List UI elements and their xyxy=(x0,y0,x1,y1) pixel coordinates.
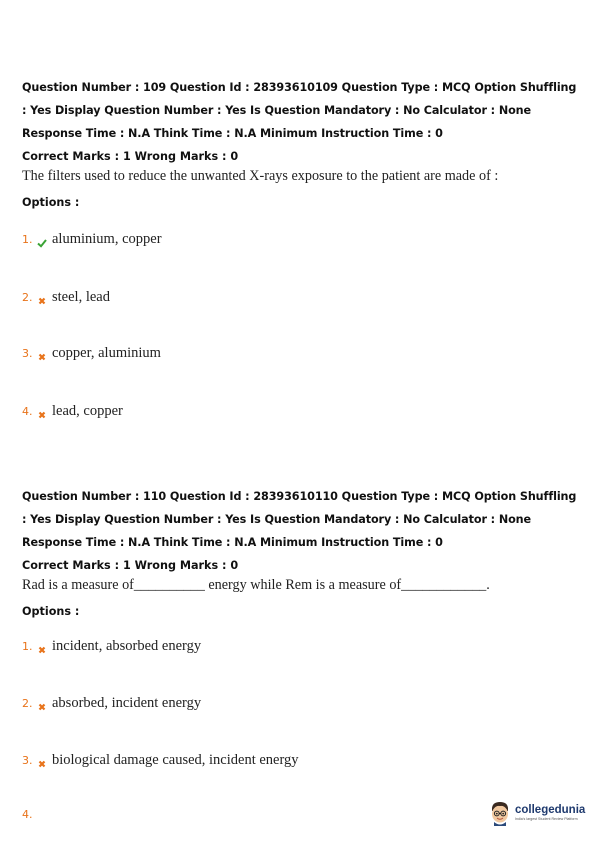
cross-icon xyxy=(37,349,47,359)
option-text: absorbed, incident energy xyxy=(52,695,202,711)
options-label: Options : xyxy=(22,196,80,209)
option-number: 4. xyxy=(22,405,33,418)
option-number: 1. xyxy=(22,233,33,246)
option-text: steel, lead xyxy=(52,289,110,305)
option-number: 3. xyxy=(22,347,33,360)
question-marks: Correct Marks : 1 Wrong Marks : 0 xyxy=(22,150,239,163)
option-1[interactable] xyxy=(22,638,201,655)
option-number: 4. xyxy=(22,808,33,821)
logo-tagline: India's largest Student Review Platform xyxy=(515,817,578,821)
option-text: aluminium, copper xyxy=(52,231,162,247)
question-meta: Question Number : 109 Question Id : 28393610109 Question Type : MCQ Option Shuffling : Yes Display Question Number : Yes Is Question Mandatory : No Calculator : None Response Time : N.A Think Time : N.A Minimum Instruction Time : 0 xyxy=(22,81,577,140)
option-4[interactable] xyxy=(22,808,37,821)
question-marks: Correct Marks : 1 Wrong Marks : 0 xyxy=(22,559,239,572)
question-text: Rad is a measure of__________ energy while Rem is a measure of____________. xyxy=(22,577,490,593)
question-text: The filters used to reduce the unwanted X-rays exposure to the patient are made of : xyxy=(22,168,499,184)
option-number: 2. xyxy=(22,291,33,304)
option-4[interactable] xyxy=(22,403,123,420)
option-3[interactable] xyxy=(22,345,161,362)
option-text: copper, aluminium xyxy=(52,345,161,361)
option-text: biological damage caused, incident energy xyxy=(52,752,299,768)
checkmark-icon xyxy=(37,235,47,245)
options-label: Options : xyxy=(22,605,80,618)
option-text: incident, absorbed energy xyxy=(52,638,202,654)
question-block-109 xyxy=(22,76,578,212)
option-text: lead, copper xyxy=(52,403,123,419)
question-block-110 xyxy=(22,485,578,621)
option-number: 3. xyxy=(22,754,33,767)
logo-text xyxy=(515,804,585,822)
logo-name: collegedunia xyxy=(515,804,586,816)
option-number: 1. xyxy=(22,640,33,653)
option-2[interactable] xyxy=(22,289,110,306)
option-2[interactable] xyxy=(22,695,201,712)
cross-icon xyxy=(37,293,47,303)
question-meta: Question Number : 110 Question Id : 28393610110 Question Type : MCQ Option Shuffling : Yes Display Question Number : Yes Is Question Mandatory : No Calculator : None Response Time : N.A Think Time : N.A Minimum Instruction Time : 0 xyxy=(22,490,577,549)
option-3[interactable] xyxy=(22,752,299,769)
cross-icon xyxy=(37,699,47,709)
mascot-icon xyxy=(488,800,512,826)
cross-icon xyxy=(37,642,47,652)
option-1[interactable] xyxy=(22,231,162,248)
cross-icon xyxy=(37,756,47,766)
cross-icon xyxy=(37,407,47,417)
option-number: 2. xyxy=(22,697,33,710)
collegedunia-logo xyxy=(488,800,585,826)
